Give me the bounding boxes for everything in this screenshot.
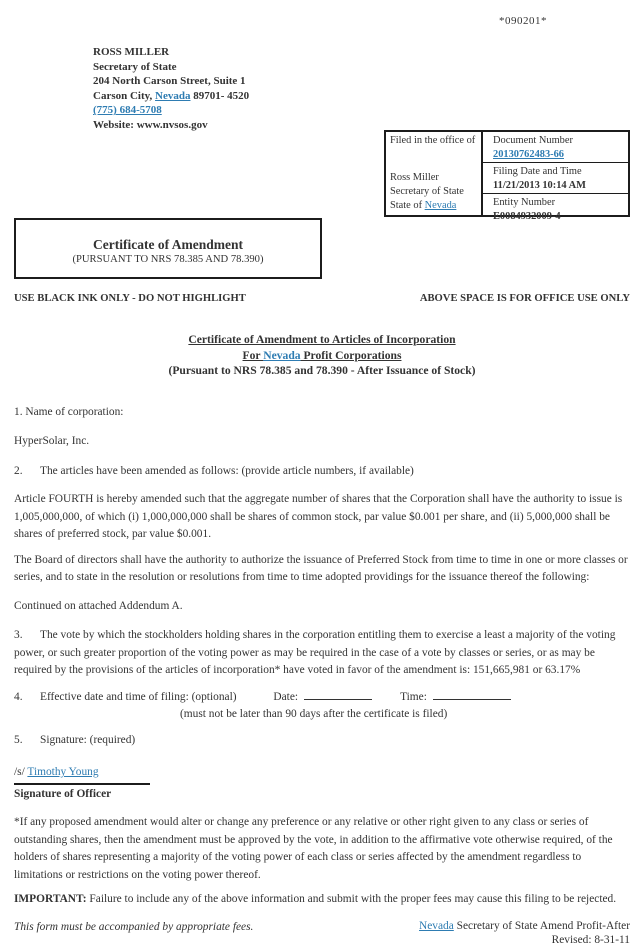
phone-link[interactable]: (775) 684-5708 [93,104,162,117]
nevada-link-footer[interactable]: Nevada [419,919,454,932]
ink-notice-row [14,293,630,304]
sos-name: ROSS MILLER [93,46,170,58]
form-title-for: For [242,348,264,362]
form-title-suffix: Profit Corporations [300,348,402,362]
section-3-number: 3. [14,629,23,641]
section-2-number: 2. [14,464,23,477]
certificate-stamp-box [14,218,322,279]
stamp-box-title: Certificate of Amendment [93,237,243,252]
important-notice [14,891,630,909]
use-black-ink-notice: USE BLACK INK ONLY - DO NOT HIGHLIGHT [14,293,246,304]
section-4-label: Effective date and time of filing: (optional) [40,690,237,703]
filing-left-cell [386,132,483,215]
sos-zip: 89701- 4520 [190,89,250,102]
signer-name-link[interactable]: Timothy Young [27,766,99,778]
form-title-line3: (Pursuant to NRS 78.385 and 78.390 - After Issuance of Stock) [168,364,476,377]
filing-officer-block [390,171,477,213]
nevada-link-title[interactable]: Nevada [263,348,301,362]
section-5 [14,732,630,750]
form-title-line2 [14,348,630,364]
date-label: Date: [273,690,299,703]
signature-block [14,764,630,803]
sos-street: 204 North Carson Street, Suite 1 [93,75,246,88]
filing-datetime-label: Filing Date and Time [493,166,582,177]
continued-addendum-note: Continued on attached Addendum A. [14,599,183,612]
footer-revised-date: Revised: 8-31-11 [551,934,630,946]
entity-number-value: E0084932009-4 [493,210,561,222]
form-title-block [14,332,630,379]
state-of-prefix: State of [390,200,425,211]
document-number-cell [483,132,628,163]
important-text: Failure to include any of the above information and submit with the proper fees may cause this filing to be rejected. [86,893,617,905]
amendment-article-paragraph: Article FOURTH is hereby amended such that the aggregate number of shares that the Corporation shall have the authority to issue is 1,005,000,000, of which (i) 1,000,000,000 shall be shares of common stock, par value $0.001 per share, and (ii) 5,000,000 shall be shares of preferred stock, par value $0.001. [14,493,623,540]
form-title-line1: Certificate of Amendment to Articles of Incorporation [188,333,456,346]
section-4-number: 4. [14,690,23,703]
filing-datetime-cell [483,163,628,194]
footer-form-name: Secretary of State Amend Profit-After [453,919,630,932]
section-5-number: 5. [14,733,23,746]
filing-deadline-note: (must not be later than 90 days after the certificate is filed) [180,708,448,720]
sos-city-line [93,89,249,104]
section-2-label: The articles have been amended as follows: (provide article numbers, if available) [40,464,414,477]
section-1-label: 1. Name of corporation: [14,405,124,418]
sos-title: Secretary of State [93,60,177,73]
filing-officer-name: Ross Miller [390,172,439,183]
document-number-label: Document Number [493,135,573,146]
barcode-number: *090201* [499,15,547,27]
signature-line [14,764,150,785]
section-2 [14,463,630,481]
section-4 [14,688,630,724]
section-3 [14,627,630,680]
important-label: IMPORTANT: [14,893,87,905]
sos-address-block [93,45,249,133]
section-5-label: Signature: (required) [40,733,136,746]
nevada-link-address[interactable]: Nevada [155,89,191,102]
filing-datetime-value: 11/21/2013 10:14 AM [493,179,586,191]
document-number-link[interactable]: 20130762483-66 [493,148,564,160]
sos-website: Website: www.nvsos.gov [93,118,208,131]
board-authority-paragraph: The Board of directors shall have the authority to authorize the issuance of Preferred Stock from time to time in one or more classes or series, and to state in the resolution or resolutions from time to time adopted providings for the issuance thereof the following: [14,553,628,583]
signature-prefix: /s/ [14,766,28,778]
corporation-name-value: HyperSolar, Inc. [14,435,90,447]
footer-fees-note: This form must be accompanied by appropriate fees. [14,920,254,933]
time-label: Time: [400,690,427,703]
filing-stamp-table [384,130,630,222]
date-field[interactable] [304,688,372,700]
filed-in-office-label: Filed in the office of [390,135,476,146]
footer-form-id [419,919,630,948]
sos-phone-line [93,103,249,118]
asterisk-footnote: *If any proposed amendment would alter or change any preference or any relative or other right given to any class or series of outstanding shares, then the amendment must be approved by the vote, in addition to the affirmative vote otherwise required, of the holders of shares representing a majority of the voting power of each class or series affected by the amendment regardless to limitations or restrictions on the voting power thereof. [14,816,613,881]
filing-right-column [483,132,628,222]
office-use-only-notice: ABOVE SPACE IS FOR OFFICE USE ONLY [419,293,630,304]
form-content [14,332,630,948]
section-3-text: The vote by which the stockholders holding shares in the corporation entitling them to exercise a least a majority of the voting power, or such greater proportion of the voting power as may be required in the case of a vote by classes or series, or as may be required by the provisions of the articles of incorporation* have voted in favor of the amendment is: 151,665,981 or 63.17% [14,629,616,676]
filing-state-line [390,199,477,213]
entity-number-cell [483,194,628,224]
nevada-link-stamp[interactable]: Nevada [424,200,457,211]
filing-officer-title: Secretary of State [390,186,464,197]
footer-row [14,919,630,948]
signature-caption: Signature of Officer [14,787,112,800]
sos-city-prefix: Carson City, [93,89,156,102]
time-field[interactable] [433,688,511,700]
stamp-box-subtitle: (PURSUANT TO NRS 78.385 AND 78.390) [72,254,264,265]
entity-number-label: Entity Number [493,197,556,208]
